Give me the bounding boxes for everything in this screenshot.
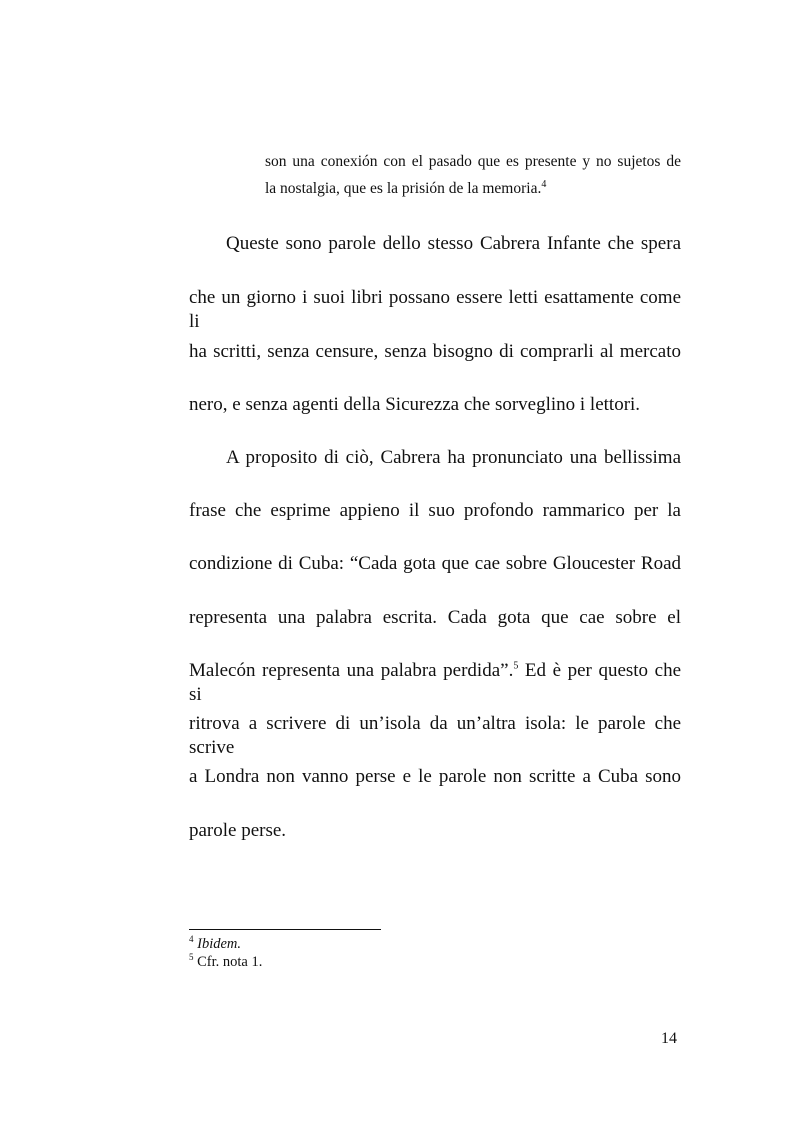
- footnote-4: [189, 936, 241, 953]
- paragraph-1-line-2: che un giorno i suoi libri possano essere letti esattamente come li: [189, 287, 681, 332]
- footnote-ref-4: 4: [541, 178, 547, 190]
- quote-line-2-text: la nostalgia, que es la prisión de la memoria.: [265, 180, 542, 197]
- footnote-ref-5: 5: [513, 660, 519, 672]
- paragraph-2-line-1: A proposito di ciò, Cabrera ha pronunciato una bellissima: [226, 447, 681, 468]
- paragraph-2-line-4: representa una palabra escrita. Cada gota que cae sobre el: [189, 607, 681, 628]
- paragraph-2-line-7: a Londra non vanno perse e le parole non scritte a Cuba sono: [189, 766, 681, 787]
- footnote-4-text: Ibidem.: [197, 936, 242, 952]
- paragraph-1-line-1: Queste sono parole dello stesso Cabrera Infante che spera: [226, 233, 681, 254]
- paragraph-2-line-3: condizione di Cuba: “Cada gota que cae sobre Gloucester Road: [189, 553, 681, 574]
- footnote-5: [189, 954, 262, 971]
- paragraph-2-line-8: parole perse.: [189, 820, 287, 841]
- paragraph-2-line-6: ritrova a scrivere di un’isola da un’altra isola: le parole che scrive: [189, 713, 681, 758]
- paragraph-1-line-4: nero, e senza agenti della Sicurezza che sorveglino i lettori.: [189, 394, 641, 415]
- quote-line-2: [265, 175, 681, 202]
- footnote-5-number: 5: [189, 952, 194, 963]
- block-quote: [265, 148, 681, 202]
- paragraph-1-line-3: ha scritti, senza censure, senza bisogno di comprarli al mercato: [189, 341, 681, 362]
- footnote-divider: [189, 929, 381, 930]
- page-number: 14: [661, 1030, 677, 1047]
- paragraph-2-line-5-after: Ed è per questo che si: [189, 660, 681, 705]
- paragraph-2-line-5-before: Malecón representa una palabra perdida”.: [189, 660, 514, 681]
- footnote-5-text: Cfr. nota 1.: [197, 954, 263, 970]
- paragraph-2-line-2: frase che esprime appieno il suo profondo rammarico per la: [189, 500, 681, 521]
- paragraph-2-line-5: [189, 659, 681, 707]
- footnote-4-number: 4: [189, 934, 194, 945]
- quote-line-1: son una conexión con el pasado que es presente y no sujetos de: [265, 153, 681, 170]
